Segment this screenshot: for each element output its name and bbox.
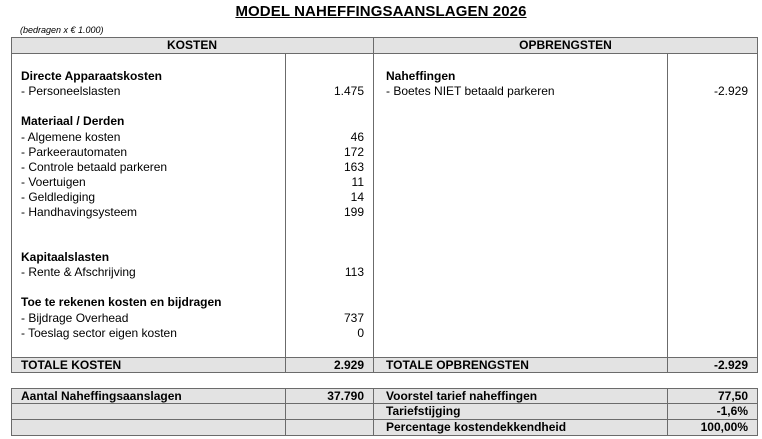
total-revenue-label: TOTALE OPBRENGSTEN xyxy=(386,358,529,372)
section-heading-naheffingen: Naheffingen xyxy=(386,69,456,83)
cost-label: - Personeelslasten xyxy=(21,84,121,98)
tariff-increase-label: Tariefstijging xyxy=(386,404,461,418)
tariff-increase-value: -1,6% xyxy=(716,404,748,418)
cost-label: - Algemene kosten xyxy=(21,130,121,144)
cost-coverage-label: Percentage kostendekkendheid xyxy=(386,420,567,434)
section-heading-kapitaal: Kapitaalslasten xyxy=(21,250,110,264)
assessments-value: 37.790 xyxy=(327,389,364,403)
cost-label: - Voertuigen xyxy=(21,175,86,189)
grid-line xyxy=(11,37,758,38)
grid-line xyxy=(11,37,12,373)
cost-label: - Toeslag sector eigen kosten xyxy=(21,326,177,340)
cost-label: - Handhavingsysteem xyxy=(21,205,138,219)
tariff-label: Voorstel tarief naheffingen xyxy=(386,389,538,403)
cost-value: 172 xyxy=(343,145,364,159)
cost-value: 11 xyxy=(351,175,364,189)
cost-value: 1.475 xyxy=(333,84,364,98)
cost-value: 199 xyxy=(343,205,364,219)
revenue-label: - Boetes NIET betaald parkeren xyxy=(386,84,555,98)
total-costs-label: TOTALE KOSTEN xyxy=(21,358,122,372)
tariff-value: 77,50 xyxy=(717,389,748,403)
amounts-note: (bedragen x € 1.000) xyxy=(20,25,104,35)
grid-line xyxy=(373,388,374,436)
assessments-label: Aantal Naheffingsaanslagen xyxy=(21,389,182,403)
revenue-value: -2.929 xyxy=(713,84,748,98)
section-heading-toerekenen: Toe te rekenen kosten en bijdragen xyxy=(21,295,222,309)
total-revenue-value: -2.929 xyxy=(713,358,748,372)
cost-value: 737 xyxy=(343,311,364,325)
grid-line xyxy=(757,388,758,436)
totals-row-bg xyxy=(11,357,757,372)
cost-value: 113 xyxy=(344,265,364,279)
header-opbrengsten: OPBRENGSTEN xyxy=(374,37,757,53)
cost-label: - Rente & Afschrijving xyxy=(21,265,136,279)
grid-line xyxy=(11,372,758,373)
grid-line xyxy=(757,37,758,373)
grid-line xyxy=(11,388,12,436)
grid-line xyxy=(11,419,758,420)
total-costs-value: 2.929 xyxy=(333,358,364,372)
cost-value: 14 xyxy=(350,190,364,204)
cost-coverage-value: 100,00% xyxy=(700,420,748,434)
cost-label: - Bijdrage Overhead xyxy=(21,311,129,325)
cost-value: 0 xyxy=(357,326,364,340)
grid-line xyxy=(11,53,758,54)
section-heading-materiaal: Materiaal / Derden xyxy=(21,114,125,128)
header-kosten: KOSTEN xyxy=(11,37,373,53)
section-heading-directe: Directe Apparaatskosten xyxy=(21,69,162,83)
cost-label: - Geldlediging xyxy=(21,190,96,204)
cost-label: - Controle betaald parkeren xyxy=(21,160,168,174)
cost-value: 46 xyxy=(350,130,364,144)
cost-label: - Parkeerautomaten xyxy=(21,145,128,159)
grid-line xyxy=(373,37,374,373)
grid-line xyxy=(11,435,758,436)
grid-line xyxy=(667,53,668,373)
grid-line xyxy=(11,357,758,358)
page-title: MODEL NAHEFFINGSAANSLAGEN 2026 xyxy=(235,3,527,20)
cost-value: 163 xyxy=(343,160,364,174)
